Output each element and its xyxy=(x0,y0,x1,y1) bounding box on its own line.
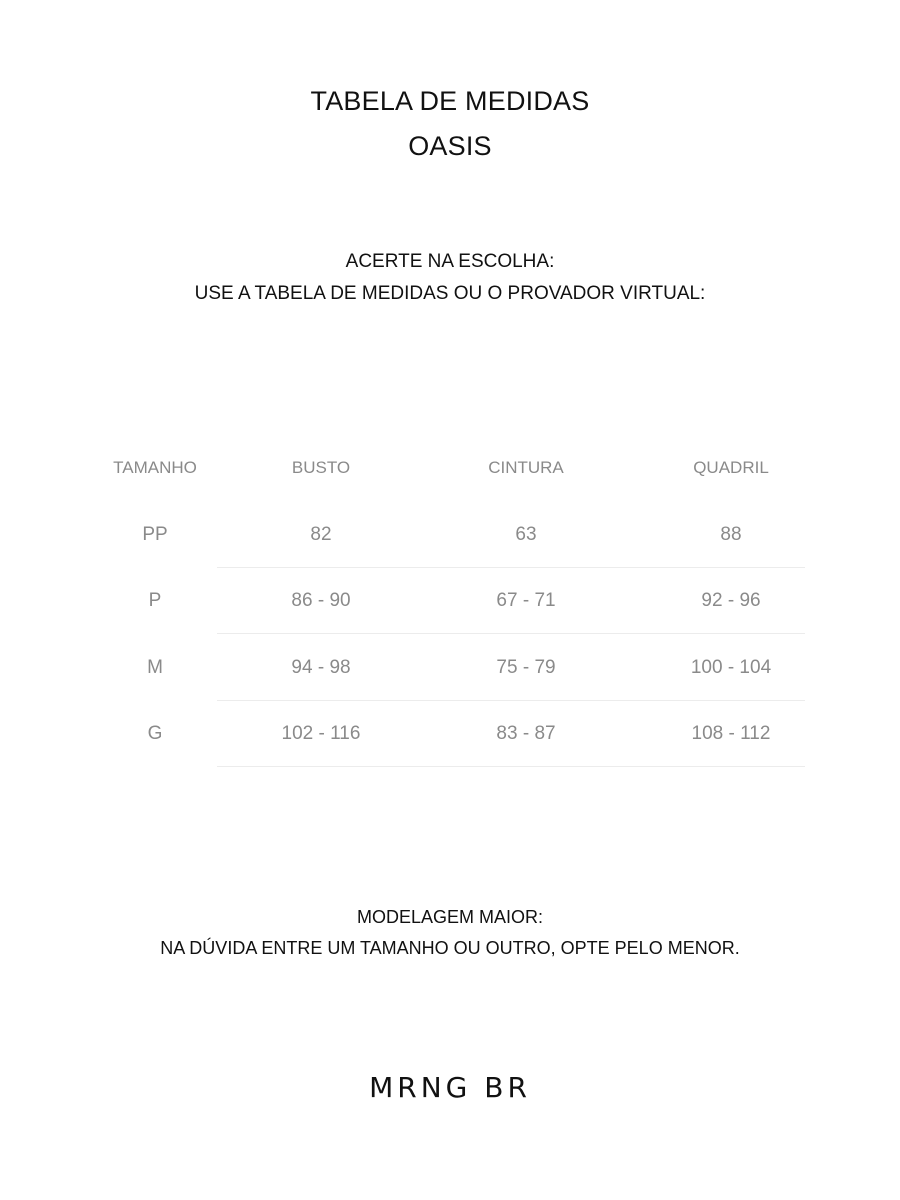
row-divider xyxy=(217,567,805,568)
cintura-cell: 63 xyxy=(515,524,537,545)
row-divider xyxy=(217,766,805,767)
sizing-note-line2: NA DÚVIDA ENTRE UM TAMANHO OU OUTRO, OPTE PELO MENOR. xyxy=(160,938,740,958)
cintura-cell: 67 - 71 xyxy=(496,590,556,611)
size-cell: G xyxy=(147,723,163,744)
intro-line1: ACERTE NA ESCOLHA: xyxy=(345,251,555,272)
brand-logo: MRNG BR xyxy=(369,1071,531,1104)
quadril-cell: 92 - 96 xyxy=(701,590,761,611)
size-cell: P xyxy=(148,590,162,611)
row-divider xyxy=(217,633,805,634)
cintura-cell: 83 - 87 xyxy=(496,723,556,744)
cintura-cell: 75 - 79 xyxy=(496,657,556,678)
size-cell: M xyxy=(147,657,163,678)
quadril-cell: 100 - 104 xyxy=(690,657,772,678)
quadril-cell: 108 - 112 xyxy=(691,723,771,744)
sizing-note-line1: MODELAGEM MAIOR: xyxy=(356,907,544,927)
header-tamanho: TAMANHO xyxy=(113,458,197,477)
page-title-line2: OASIS xyxy=(408,131,492,161)
busto-cell: 82 xyxy=(310,524,332,545)
row-divider xyxy=(217,700,805,701)
intro-line2: USE A TABELA DE MEDIDAS OU O PROVADOR VIRTUAL: xyxy=(194,283,706,304)
busto-cell: 86 - 90 xyxy=(291,590,351,611)
busto-cell: 94 - 98 xyxy=(291,657,351,678)
size-cell: PP xyxy=(142,524,168,545)
busto-cell: 102 - 116 xyxy=(281,723,361,744)
header-busto: BUSTO xyxy=(291,458,351,477)
quadril-cell: 88 xyxy=(720,524,742,545)
page-title-line1: TABELA DE MEDIDAS xyxy=(310,86,590,116)
header-quadril: QUADRIL xyxy=(693,458,769,477)
header-cintura: CINTURA xyxy=(488,458,564,477)
